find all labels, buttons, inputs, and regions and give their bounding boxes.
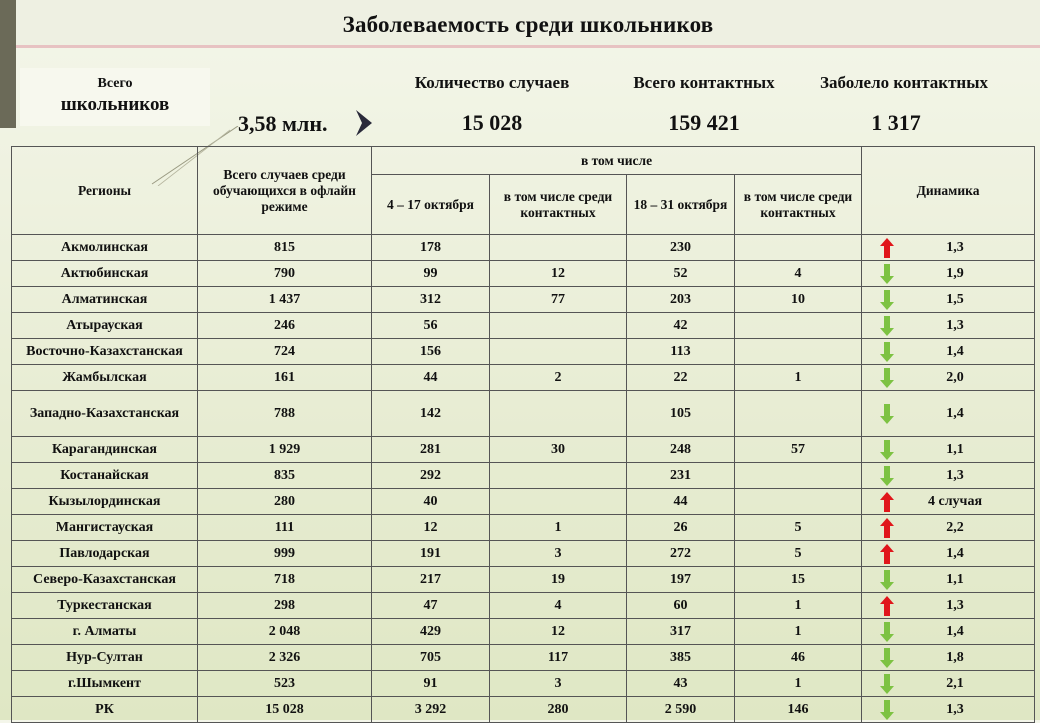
cell-period-1: 142 — [372, 391, 490, 437]
table-row — [12, 515, 1035, 541]
cell-period-2-contacts: 1 — [735, 365, 862, 391]
cell-dynamics — [862, 391, 1035, 437]
cell-dynamics — [862, 313, 1035, 339]
cell-period-2-contacts: 15 — [735, 567, 862, 593]
cell-total: 1 437 — [198, 287, 372, 313]
cell-total: 15 028 — [198, 697, 372, 723]
cell-total: 790 — [198, 261, 372, 287]
dynamics-value: 1,3 — [946, 597, 964, 613]
cell-period-1: 705 — [372, 645, 490, 671]
cell-period-2-contacts — [735, 235, 862, 261]
cell-dynamics — [862, 287, 1035, 313]
cell-period-2-contacts — [735, 489, 862, 515]
dynamics-value: 1,8 — [946, 649, 964, 665]
contacts-label: Всего контактных — [633, 73, 775, 92]
cell-period-2: 385 — [627, 645, 735, 671]
header-period-2-contacts: в том числе среди контактных — [735, 175, 862, 235]
table-row — [12, 437, 1035, 463]
arrow-up-icon — [880, 238, 894, 258]
cell-period-2: 203 — [627, 287, 735, 313]
cell-total: 815 — [198, 235, 372, 261]
cell-period-2-contacts: 5 — [735, 541, 862, 567]
cell-period-1-contacts: 12 — [490, 261, 627, 287]
cell-period-1: 156 — [372, 339, 490, 365]
table-row — [12, 593, 1035, 619]
header-period-1: 4 – 17 октября — [372, 175, 490, 235]
cell-period-2-contacts: 1 — [735, 593, 862, 619]
cell-region: Акмолинская — [12, 235, 198, 261]
cell-period-1: 217 — [372, 567, 490, 593]
cell-period-1-contacts — [490, 391, 627, 437]
cell-region: Актюбинская — [12, 261, 198, 287]
cell-period-2: 317 — [627, 619, 735, 645]
cell-period-2: 52 — [627, 261, 735, 287]
cell-region: Восточно-Казахстанская — [12, 339, 198, 365]
cell-dynamics — [862, 261, 1035, 287]
cell-period-2: 197 — [627, 567, 735, 593]
table-row — [12, 287, 1035, 313]
cell-period-1: 292 — [372, 463, 490, 489]
dynamics-value: 2,1 — [946, 675, 964, 691]
dynamics-value: 2,0 — [946, 369, 964, 385]
cell-period-2-contacts: 1 — [735, 619, 862, 645]
cell-period-1: 281 — [372, 437, 490, 463]
cell-period-2-contacts — [735, 339, 862, 365]
cell-dynamics — [862, 365, 1035, 391]
dynamics-value: 1,9 — [946, 265, 964, 281]
cell-period-2: 113 — [627, 339, 735, 365]
dynamics-value: 1,3 — [946, 239, 964, 255]
cell-period-1-contacts: 3 — [490, 671, 627, 697]
table-body — [12, 235, 1035, 723]
cell-period-1-contacts: 12 — [490, 619, 627, 645]
cell-period-2-contacts: 57 — [735, 437, 862, 463]
cell-region: Алматинская — [12, 287, 198, 313]
arrow-down-icon — [880, 264, 894, 284]
arrow-up-icon — [880, 596, 894, 616]
page-title: Заболеваемость среди школьников — [342, 12, 714, 37]
cell-total: 523 — [198, 671, 372, 697]
total-students-label-line2: школьников — [60, 94, 170, 115]
cell-region: Карагандинская — [12, 437, 198, 463]
cell-total: 718 — [198, 567, 372, 593]
cell-period-2-contacts: 1 — [735, 671, 862, 697]
cell-period-2-contacts: 10 — [735, 287, 862, 313]
cell-period-2: 60 — [627, 593, 735, 619]
cell-period-1: 91 — [372, 671, 490, 697]
cell-dynamics — [862, 437, 1035, 463]
cell-region: Западно-Казахстанская — [12, 391, 198, 437]
cell-period-2-contacts: 146 — [735, 697, 862, 723]
cell-dynamics — [862, 619, 1035, 645]
cell-period-1: 191 — [372, 541, 490, 567]
table-row — [12, 365, 1035, 391]
arrow-down-icon — [880, 368, 894, 388]
cell-total: 724 — [198, 339, 372, 365]
sick-contacts-label: Заболело контактных — [819, 73, 989, 92]
cell-region: Северо-Казахстанская — [12, 567, 198, 593]
header-period-2: 18 – 31 октября — [627, 175, 735, 235]
contacts-value: 159 421 — [668, 110, 740, 135]
cell-total: 111 — [198, 515, 372, 541]
cell-period-1-contacts: 2 — [490, 365, 627, 391]
table-row — [12, 391, 1035, 437]
table-row — [12, 671, 1035, 697]
cell-period-2-contacts: 5 — [735, 515, 862, 541]
cell-period-1: 12 — [372, 515, 490, 541]
cell-period-2-contacts — [735, 463, 862, 489]
cell-total: 246 — [198, 313, 372, 339]
cell-period-1-contacts: 4 — [490, 593, 627, 619]
table-row — [12, 645, 1035, 671]
header-including: в том числе — [372, 147, 862, 175]
cell-total: 280 — [198, 489, 372, 515]
left-accent-bar — [0, 0, 16, 128]
cell-period-1-contacts: 19 — [490, 567, 627, 593]
table-row — [12, 489, 1035, 515]
arrow-up-icon — [880, 544, 894, 564]
dynamics-value: 1,4 — [946, 405, 964, 421]
cell-period-2: 231 — [627, 463, 735, 489]
total-students-label-line1: Всего — [97, 76, 133, 91]
arrow-down-icon — [880, 290, 894, 310]
cell-period-1-contacts — [490, 463, 627, 489]
cell-period-1: 40 — [372, 489, 490, 515]
table-row — [12, 541, 1035, 567]
arrow-down-icon — [880, 342, 894, 362]
cell-period-1-contacts — [490, 313, 627, 339]
cell-period-2: 43 — [627, 671, 735, 697]
cell-period-2-contacts: 4 — [735, 261, 862, 287]
arrow-down-icon — [880, 700, 894, 720]
table-row — [12, 697, 1035, 723]
cell-period-1-contacts: 30 — [490, 437, 627, 463]
cell-total: 2 048 — [198, 619, 372, 645]
cell-period-1-contacts: 280 — [490, 697, 627, 723]
cell-period-1: 429 — [372, 619, 490, 645]
cell-period-2-contacts: 46 — [735, 645, 862, 671]
arrow-down-icon — [880, 440, 894, 460]
cell-period-1-contacts — [490, 235, 627, 261]
dynamics-value: 1,3 — [946, 317, 964, 333]
cell-region: Костанайская — [12, 463, 198, 489]
table-row — [12, 619, 1035, 645]
cell-dynamics — [862, 235, 1035, 261]
cell-region: г.Шымкент — [12, 671, 198, 697]
cell-period-2-contacts — [735, 391, 862, 437]
cell-period-1: 47 — [372, 593, 490, 619]
table-row — [12, 567, 1035, 593]
header-total-cases: Всего случаев среди обучающихся в офлайн режиме — [198, 147, 372, 235]
arrow-down-icon — [880, 466, 894, 486]
cell-dynamics — [862, 645, 1035, 671]
cell-period-1-contacts: 117 — [490, 645, 627, 671]
cell-region: РК — [12, 697, 198, 723]
cell-period-2: 26 — [627, 515, 735, 541]
cell-total: 835 — [198, 463, 372, 489]
cell-region: г. Алматы — [12, 619, 198, 645]
dynamics-value: 2,2 — [946, 519, 964, 535]
cell-period-2: 22 — [627, 365, 735, 391]
cell-dynamics — [862, 697, 1035, 723]
cell-dynamics — [862, 339, 1035, 365]
cell-total: 1 929 — [198, 437, 372, 463]
cell-period-2: 230 — [627, 235, 735, 261]
cell-total: 788 — [198, 391, 372, 437]
cell-period-2-contacts — [735, 313, 862, 339]
cell-region: Туркестанская — [12, 593, 198, 619]
cell-total: 161 — [198, 365, 372, 391]
cell-region: Атырауская — [12, 313, 198, 339]
arrow-down-icon — [880, 622, 894, 642]
header-regions: Регионы — [12, 147, 198, 235]
cell-period-2: 272 — [627, 541, 735, 567]
dynamics-value: 1,3 — [946, 467, 964, 483]
cases-label: Количество случаев — [414, 73, 570, 92]
cell-period-2: 42 — [627, 313, 735, 339]
cell-dynamics — [862, 515, 1035, 541]
cell-period-2: 248 — [627, 437, 735, 463]
cell-period-1-contacts: 1 — [490, 515, 627, 541]
cell-total: 2 326 — [198, 645, 372, 671]
cell-dynamics — [862, 463, 1035, 489]
dynamics-value: 1,3 — [946, 701, 964, 717]
table-row — [12, 463, 1035, 489]
cell-period-2: 105 — [627, 391, 735, 437]
cell-period-1-contacts: 3 — [490, 541, 627, 567]
arrow-up-icon — [880, 518, 894, 538]
cell-period-1: 3 292 — [372, 697, 490, 723]
table-row — [12, 235, 1035, 261]
arrow-down-icon — [880, 674, 894, 694]
cell-dynamics — [862, 671, 1035, 697]
title-bar — [16, 0, 1040, 48]
arrow-down-icon — [880, 648, 894, 668]
sick-contacts-value: 1 317 — [871, 110, 921, 135]
dynamics-value: 1,4 — [946, 343, 964, 359]
header-dynamics: Динамика — [862, 147, 1035, 235]
cell-dynamics — [862, 593, 1035, 619]
table-row — [12, 261, 1035, 287]
cell-region: Кызылординская — [12, 489, 198, 515]
cell-dynamics — [862, 567, 1035, 593]
cell-period-1: 44 — [372, 365, 490, 391]
cases-value: 15 028 — [461, 110, 523, 135]
arrow-down-icon — [880, 404, 894, 424]
chevron-right-icon — [352, 110, 374, 136]
cell-dynamics — [862, 489, 1035, 515]
cell-period-1: 178 — [372, 235, 490, 261]
cell-period-1: 99 — [372, 261, 490, 287]
cell-period-1-contacts: 77 — [490, 287, 627, 313]
cell-dynamics — [862, 541, 1035, 567]
cell-region: Нур-Султан — [12, 645, 198, 671]
cell-total: 298 — [198, 593, 372, 619]
total-students-value: 3,58 млн. — [238, 111, 328, 136]
dynamics-value: 1,4 — [946, 623, 964, 639]
arrow-down-icon — [880, 570, 894, 590]
table-row — [12, 313, 1035, 339]
total-students-box — [20, 68, 210, 126]
arrow-down-icon — [880, 316, 894, 336]
cell-period-1: 312 — [372, 287, 490, 313]
cell-region: Жамбылская — [12, 365, 198, 391]
dynamics-value: 4 случая — [927, 493, 983, 509]
morbidity-table — [11, 146, 1035, 723]
dynamics-value: 1,1 — [946, 441, 964, 457]
dynamics-value: 1,4 — [946, 545, 964, 561]
arrow-up-icon — [880, 492, 894, 512]
cell-period-2: 2 590 — [627, 697, 735, 723]
cell-period-1: 56 — [372, 313, 490, 339]
dynamics-value: 1,5 — [946, 291, 964, 307]
cell-period-2: 44 — [627, 489, 735, 515]
cell-period-1-contacts — [490, 339, 627, 365]
cell-period-1-contacts — [490, 489, 627, 515]
dynamics-value: 1,1 — [946, 571, 964, 587]
cell-region: Мангистауская — [12, 515, 198, 541]
table-row — [12, 339, 1035, 365]
cell-total: 999 — [198, 541, 372, 567]
header-period-1-contacts: в том числе среди контактных — [490, 175, 627, 235]
cell-region: Павлодарская — [12, 541, 198, 567]
